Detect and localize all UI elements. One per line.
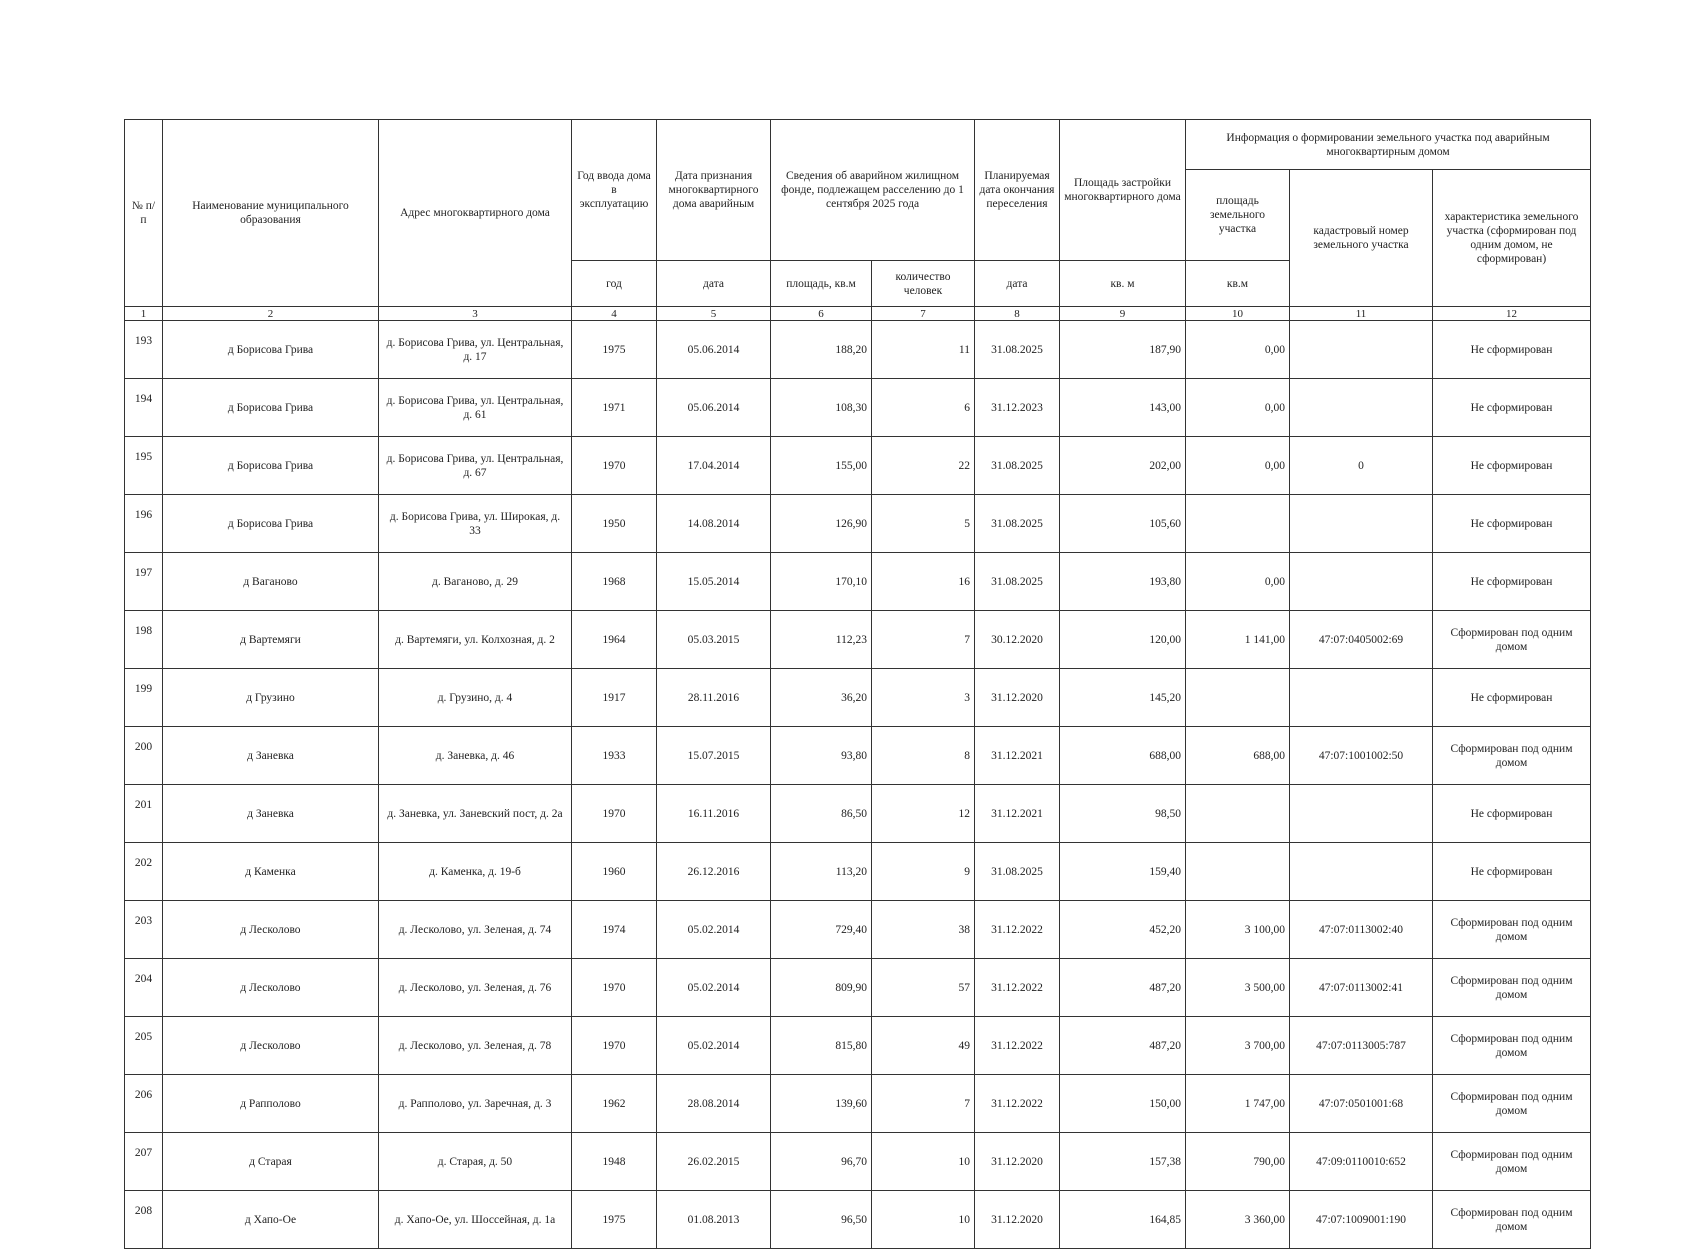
- table-row: [125, 1191, 1591, 1249]
- row-number-cell: 200: [125, 727, 163, 785]
- emergency-area-cell: 96,50: [771, 1191, 872, 1249]
- residents-count-cell: 10: [872, 1191, 975, 1249]
- year-built-cell: 1970: [572, 1017, 657, 1075]
- land-status-cell: Не сформирован: [1433, 379, 1591, 437]
- building-area-cell: 98,50: [1060, 785, 1186, 843]
- municipality-cell: д Лесколово: [163, 901, 379, 959]
- land-area-cell: 1 747,00: [1186, 1075, 1290, 1133]
- land-area-cell: 3 700,00: [1186, 1017, 1290, 1075]
- cadastral-number-cell: 47:07:0405002:69: [1290, 611, 1433, 669]
- emergency-area-cell: 112,23: [771, 611, 872, 669]
- land-area-cell: 3 500,00: [1186, 959, 1290, 1017]
- cadastral-number-cell: [1290, 785, 1433, 843]
- municipality-cell: д Каменка: [163, 843, 379, 901]
- municipality-cell: д Заневка: [163, 785, 379, 843]
- cadastral-number-cell: 0: [1290, 437, 1433, 495]
- emergency-date-cell: 17.04.2014: [657, 437, 771, 495]
- year-built-cell: 1968: [572, 553, 657, 611]
- emergency-date-cell: 16.11.2016: [657, 785, 771, 843]
- unit-resettlement-date: дата: [975, 261, 1060, 307]
- emergency-date-cell: 14.08.2014: [657, 495, 771, 553]
- emergency-date-cell: 05.02.2014: [657, 901, 771, 959]
- land-area-cell: [1186, 495, 1290, 553]
- land-status-cell: Сформирован под одним домом: [1433, 1017, 1591, 1075]
- residents-count-cell: 9: [872, 843, 975, 901]
- year-built-cell: 1975: [572, 1191, 657, 1249]
- cadastral-number-cell: 47:07:0113005:787: [1290, 1017, 1433, 1075]
- cadastral-number-cell: [1290, 495, 1433, 553]
- header-address: Адрес многоквартирного дома: [379, 120, 572, 307]
- building-area-cell: 187,90: [1060, 321, 1186, 379]
- emergency-area-cell: 126,90: [771, 495, 872, 553]
- land-status-cell: Не сформирован: [1433, 553, 1591, 611]
- emergency-area-cell: 155,00: [771, 437, 872, 495]
- emergency-area-cell: 729,40: [771, 901, 872, 959]
- resettlement-date-cell: 31.08.2025: [975, 321, 1060, 379]
- unit-year: год: [572, 261, 657, 307]
- emergency-area-cell: 108,30: [771, 379, 872, 437]
- residents-count-cell: 11: [872, 321, 975, 379]
- land-status-cell: Не сформирован: [1433, 669, 1591, 727]
- building-area-cell: 487,20: [1060, 1017, 1186, 1075]
- resettlement-date-cell: 30.12.2020: [975, 611, 1060, 669]
- emergency-date-cell: 28.08.2014: [657, 1075, 771, 1133]
- row-number-cell: 197: [125, 553, 163, 611]
- building-area-cell: 688,00: [1060, 727, 1186, 785]
- building-area-cell: 120,00: [1060, 611, 1186, 669]
- address-cell: д. Лесколово, ул. Зеленая, д. 74: [379, 901, 572, 959]
- cadastral-number-cell: 47:07:0113002:40: [1290, 901, 1433, 959]
- residents-count-cell: 57: [872, 959, 975, 1017]
- residents-count-cell: 5: [872, 495, 975, 553]
- emergency-area-cell: 113,20: [771, 843, 872, 901]
- header-year-built: Год ввода дома в эксплуатацию: [572, 120, 657, 261]
- residents-count-cell: 6: [872, 379, 975, 437]
- municipality-cell: д Борисова Грива: [163, 495, 379, 553]
- table-body: [125, 321, 1591, 1249]
- address-cell: д. Борисова Грива, ул. Центральная, д. 67: [379, 437, 572, 495]
- row-number-cell: 198: [125, 611, 163, 669]
- emergency-area-cell: 809,90: [771, 959, 872, 1017]
- table-row: [125, 785, 1591, 843]
- cadastral-number-cell: 47:07:1001002:50: [1290, 727, 1433, 785]
- building-area-cell: 145,20: [1060, 669, 1186, 727]
- table-row: [125, 843, 1591, 901]
- emergency-area-cell: 188,20: [771, 321, 872, 379]
- resettlement-date-cell: 31.12.2020: [975, 1133, 1060, 1191]
- header-planned-resettlement-date: Планируемая дата окончания переселения: [975, 120, 1060, 261]
- building-area-cell: 150,00: [1060, 1075, 1186, 1133]
- column-number-cell: 10: [1186, 307, 1290, 321]
- address-cell: д. Вартемяги, ул. Колхозная, д. 2: [379, 611, 572, 669]
- land-area-cell: 688,00: [1186, 727, 1290, 785]
- residents-count-cell: 12: [872, 785, 975, 843]
- unit-area: площадь, кв.м: [771, 261, 872, 307]
- year-built-cell: 1948: [572, 1133, 657, 1191]
- land-status-cell: Не сформирован: [1433, 495, 1591, 553]
- land-area-cell: [1186, 785, 1290, 843]
- municipality-cell: д Борисова Грива: [163, 321, 379, 379]
- emergency-date-cell: 05.06.2014: [657, 379, 771, 437]
- column-number-cell: 9: [1060, 307, 1186, 321]
- header-building-area: Площадь застройки многоквартирного дома: [1060, 120, 1186, 261]
- header-emergency-date: Дата признания многоквартирного дома аварийным: [657, 120, 771, 261]
- land-area-cell: 790,00: [1186, 1133, 1290, 1191]
- residents-count-cell: 7: [872, 1075, 975, 1133]
- emergency-date-cell: 15.07.2015: [657, 727, 771, 785]
- land-status-cell: Сформирован под одним домом: [1433, 901, 1591, 959]
- resettlement-date-cell: 31.12.2022: [975, 1075, 1060, 1133]
- residents-count-cell: 49: [872, 1017, 975, 1075]
- table-row: [125, 669, 1591, 727]
- land-area-cell: 3 360,00: [1186, 1191, 1290, 1249]
- column-number-cell: 2: [163, 307, 379, 321]
- table-row: [125, 901, 1591, 959]
- municipality-cell: д Рапполово: [163, 1075, 379, 1133]
- resettlement-date-cell: 31.12.2020: [975, 1191, 1060, 1249]
- emergency-date-cell: 01.08.2013: [657, 1191, 771, 1249]
- table-row: [125, 379, 1591, 437]
- row-number-cell: 195: [125, 437, 163, 495]
- column-number-cell: 7: [872, 307, 975, 321]
- land-status-cell: Не сформирован: [1433, 321, 1591, 379]
- year-built-cell: 1970: [572, 785, 657, 843]
- resettlement-date-cell: 31.12.2022: [975, 959, 1060, 1017]
- residents-count-cell: 3: [872, 669, 975, 727]
- cadastral-number-cell: [1290, 669, 1433, 727]
- table-row: [125, 611, 1591, 669]
- resettlement-date-cell: 31.12.2021: [975, 785, 1060, 843]
- land-status-cell: Не сформирован: [1433, 843, 1591, 901]
- header-cadastral-number: кадастровый номер земельного участка: [1290, 170, 1433, 307]
- land-area-cell: 0,00: [1186, 437, 1290, 495]
- land-status-cell: Не сформирован: [1433, 437, 1591, 495]
- row-number-cell: 204: [125, 959, 163, 1017]
- emergency-date-cell: 05.06.2014: [657, 321, 771, 379]
- residents-count-cell: 8: [872, 727, 975, 785]
- land-area-cell: 0,00: [1186, 321, 1290, 379]
- table-row: [125, 1017, 1591, 1075]
- emergency-date-cell: 26.12.2016: [657, 843, 771, 901]
- header-land-characteristic: характеристика земельного участка (сформирован под одним домом, не сформирован): [1433, 170, 1591, 307]
- municipality-cell: д Вартемяги: [163, 611, 379, 669]
- municipality-cell: д Лесколово: [163, 1017, 379, 1075]
- unit-land-area: кв.м: [1186, 261, 1290, 307]
- address-cell: д. Грузино, д. 4: [379, 669, 572, 727]
- emergency-housing-table: [124, 119, 1591, 1249]
- municipality-cell: д Хапо-Ое: [163, 1191, 379, 1249]
- cadastral-number-cell: 47:07:0501001:68: [1290, 1075, 1433, 1133]
- building-area-cell: 164,85: [1060, 1191, 1186, 1249]
- land-area-cell: [1186, 669, 1290, 727]
- building-area-cell: 105,60: [1060, 495, 1186, 553]
- municipality-cell: д Заневка: [163, 727, 379, 785]
- residents-count-cell: 7: [872, 611, 975, 669]
- emergency-area-cell: 36,20: [771, 669, 872, 727]
- land-area-cell: 0,00: [1186, 379, 1290, 437]
- year-built-cell: 1917: [572, 669, 657, 727]
- land-status-cell: Сформирован под одним домом: [1433, 727, 1591, 785]
- year-built-cell: 1933: [572, 727, 657, 785]
- cadastral-number-cell: [1290, 321, 1433, 379]
- address-cell: д. Старая, д. 50: [379, 1133, 572, 1191]
- row-number-cell: 208: [125, 1191, 163, 1249]
- table-row: [125, 727, 1591, 785]
- residents-count-cell: 16: [872, 553, 975, 611]
- row-number-cell: 194: [125, 379, 163, 437]
- row-number-cell: 205: [125, 1017, 163, 1075]
- address-cell: д. Лесколово, ул. Зеленая, д. 76: [379, 959, 572, 1017]
- emergency-area-cell: 170,10: [771, 553, 872, 611]
- address-cell: д. Борисова Грива, ул. Широкая, д. 33: [379, 495, 572, 553]
- municipality-cell: д Борисова Грива: [163, 437, 379, 495]
- header-land-area: площадь земельного участка: [1186, 170, 1290, 261]
- row-number-cell: 207: [125, 1133, 163, 1191]
- building-area-cell: 452,20: [1060, 901, 1186, 959]
- resettlement-date-cell: 31.12.2021: [975, 727, 1060, 785]
- resettlement-date-cell: 31.08.2025: [975, 843, 1060, 901]
- header-land-plot-info: Информация о формировании земельного участка под аварийным многоквартирным домом: [1186, 120, 1591, 170]
- column-number-cell: 3: [379, 307, 572, 321]
- address-cell: д. Ваганово, д. 29: [379, 553, 572, 611]
- row-number-cell: 203: [125, 901, 163, 959]
- emergency-area-cell: 139,60: [771, 1075, 872, 1133]
- address-cell: д. Лесколово, ул. Зеленая, д. 78: [379, 1017, 572, 1075]
- table-row: [125, 1133, 1591, 1191]
- building-area-cell: 157,38: [1060, 1133, 1186, 1191]
- building-area-cell: 487,20: [1060, 959, 1186, 1017]
- row-number-cell: 201: [125, 785, 163, 843]
- header-emergency-fund-info: Сведения об аварийном жилищном фонде, подлежащем расселению до 1 сентября 2025 года: [771, 120, 975, 261]
- emergency-area-cell: 815,80: [771, 1017, 872, 1075]
- year-built-cell: 1960: [572, 843, 657, 901]
- land-status-cell: Сформирован под одним домом: [1433, 1133, 1591, 1191]
- year-built-cell: 1950: [572, 495, 657, 553]
- table-row: [125, 959, 1591, 1017]
- unit-date: дата: [657, 261, 771, 307]
- land-area-cell: 0,00: [1186, 553, 1290, 611]
- municipality-cell: д Борисова Грива: [163, 379, 379, 437]
- unit-persons: количество человек: [872, 261, 975, 307]
- building-area-cell: 143,00: [1060, 379, 1186, 437]
- row-number-cell: 202: [125, 843, 163, 901]
- table-row: [125, 1075, 1591, 1133]
- year-built-cell: 1964: [572, 611, 657, 669]
- residents-count-cell: 38: [872, 901, 975, 959]
- emergency-area-cell: 93,80: [771, 727, 872, 785]
- column-number-cell: 6: [771, 307, 872, 321]
- address-cell: д. Борисова Грива, ул. Центральная, д. 17: [379, 321, 572, 379]
- column-number-cell: 8: [975, 307, 1060, 321]
- emergency-date-cell: 26.02.2015: [657, 1133, 771, 1191]
- emergency-area-cell: 96,70: [771, 1133, 872, 1191]
- residents-count-cell: 22: [872, 437, 975, 495]
- building-area-cell: 193,80: [1060, 553, 1186, 611]
- address-cell: д. Каменка, д. 19-б: [379, 843, 572, 901]
- address-cell: д. Рапполово, ул. Заречная, д. 3: [379, 1075, 572, 1133]
- emergency-area-cell: 86,50: [771, 785, 872, 843]
- address-cell: д. Борисова Грива, ул. Центральная, д. 61: [379, 379, 572, 437]
- land-area-cell: [1186, 843, 1290, 901]
- table-row: [125, 495, 1591, 553]
- year-built-cell: 1971: [572, 379, 657, 437]
- resettlement-date-cell: 31.08.2025: [975, 437, 1060, 495]
- table-row: [125, 321, 1591, 379]
- land-status-cell: Сформирован под одним домом: [1433, 611, 1591, 669]
- building-area-cell: 159,40: [1060, 843, 1186, 901]
- land-status-cell: Сформирован под одним домом: [1433, 1075, 1591, 1133]
- year-built-cell: 1970: [572, 437, 657, 495]
- land-status-cell: Не сформирован: [1433, 785, 1591, 843]
- year-built-cell: 1974: [572, 901, 657, 959]
- resettlement-date-cell: 31.12.2020: [975, 669, 1060, 727]
- land-status-cell: Сформирован под одним домом: [1433, 1191, 1591, 1249]
- emergency-date-cell: 05.03.2015: [657, 611, 771, 669]
- cadastral-number-cell: [1290, 843, 1433, 901]
- municipality-cell: д Старая: [163, 1133, 379, 1191]
- cadastral-number-cell: 47:07:0113002:41: [1290, 959, 1433, 1017]
- resettlement-date-cell: 31.12.2022: [975, 1017, 1060, 1075]
- row-number-cell: 193: [125, 321, 163, 379]
- building-area-cell: 202,00: [1060, 437, 1186, 495]
- municipality-cell: д Ваганово: [163, 553, 379, 611]
- cadastral-number-cell: [1290, 379, 1433, 437]
- row-number-cell: 196: [125, 495, 163, 553]
- resettlement-date-cell: 31.08.2025: [975, 495, 1060, 553]
- address-cell: д. Заневка, д. 46: [379, 727, 572, 785]
- column-number-row: [125, 307, 1591, 321]
- residents-count-cell: 10: [872, 1133, 975, 1191]
- resettlement-date-cell: 31.08.2025: [975, 553, 1060, 611]
- land-area-cell: 1 141,00: [1186, 611, 1290, 669]
- emergency-date-cell: 28.11.2016: [657, 669, 771, 727]
- land-area-cell: 3 100,00: [1186, 901, 1290, 959]
- header-municipality: Наименование муниципального образования: [163, 120, 379, 307]
- resettlement-date-cell: 31.12.2023: [975, 379, 1060, 437]
- column-number-cell: 5: [657, 307, 771, 321]
- municipality-cell: д Грузино: [163, 669, 379, 727]
- municipality-cell: д Лесколово: [163, 959, 379, 1017]
- emergency-date-cell: 15.05.2014: [657, 553, 771, 611]
- column-number-cell: 11: [1290, 307, 1433, 321]
- column-number-cell: 4: [572, 307, 657, 321]
- land-status-cell: Сформирован под одним домом: [1433, 959, 1591, 1017]
- table-row: [125, 437, 1591, 495]
- year-built-cell: 1970: [572, 959, 657, 1017]
- cadastral-number-cell: [1290, 553, 1433, 611]
- cadastral-number-cell: 47:09:0110010:652: [1290, 1133, 1433, 1191]
- resettlement-date-cell: 31.12.2022: [975, 901, 1060, 959]
- column-number-cell: 12: [1433, 307, 1591, 321]
- row-number-cell: 199: [125, 669, 163, 727]
- emergency-date-cell: 05.02.2014: [657, 1017, 771, 1075]
- column-number-cell: 1: [125, 307, 163, 321]
- header-row-number: № п/п: [125, 120, 163, 307]
- table-row: [125, 553, 1591, 611]
- address-cell: д. Хапо-Ое, ул. Шоссейная, д. 1а: [379, 1191, 572, 1249]
- address-cell: д. Заневка, ул. Заневский пост, д. 2а: [379, 785, 572, 843]
- cadastral-number-cell: 47:07:1009001:190: [1290, 1191, 1433, 1249]
- year-built-cell: 1975: [572, 321, 657, 379]
- row-number-cell: 206: [125, 1075, 163, 1133]
- emergency-date-cell: 05.02.2014: [657, 959, 771, 1017]
- year-built-cell: 1962: [572, 1075, 657, 1133]
- unit-building-area: кв. м: [1060, 261, 1186, 307]
